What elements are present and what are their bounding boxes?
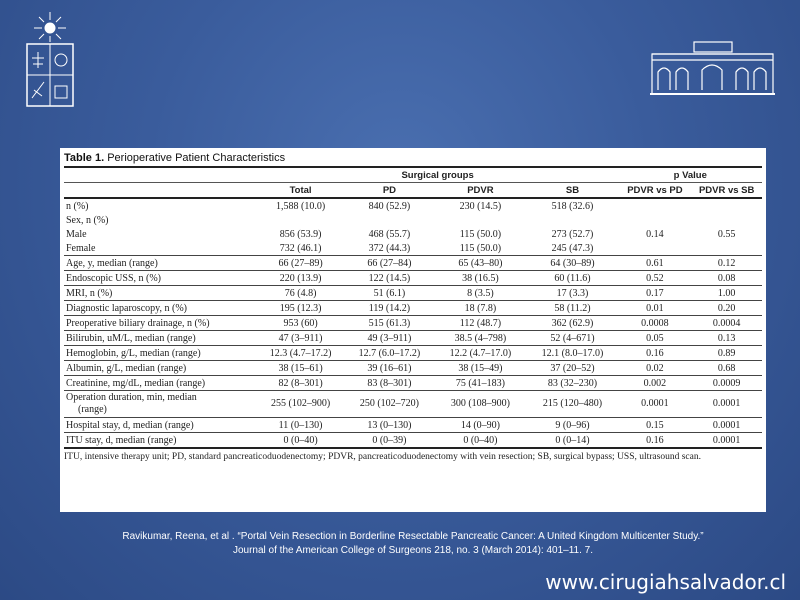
table-cell: 38.5 (4–798) (434, 331, 526, 346)
table-row (64, 316, 762, 331)
table-cell: 245 (47.3) (551, 242, 594, 254)
row-label-text: Hospital stay, d, median (range) (66, 419, 194, 431)
table-cell: 14 (0–90) (434, 418, 526, 433)
table-cell: 0.68 (691, 361, 762, 376)
table-cell: 38 (16.5) (434, 271, 526, 286)
row-label (64, 241, 257, 256)
table-cell: 1.00 (691, 286, 762, 301)
table-cell: 0.89 (691, 346, 762, 361)
table-row (64, 301, 762, 316)
row-label-text: Hemoglobin, g/L, median (range) (66, 347, 201, 359)
table-cell: 372 (44.3) (368, 242, 411, 254)
table-cell: 1,588 (10.0) (275, 200, 326, 212)
table-cell: 0 (0–39) (344, 433, 434, 449)
table-cell: 0.52 (619, 271, 692, 286)
table-cell: 17 (3.3) (526, 286, 618, 301)
row-label (64, 316, 257, 331)
table-row (64, 418, 762, 433)
table-cell: 115 (50.0) (459, 242, 502, 254)
row-label-text: Male (66, 228, 87, 240)
row-label (64, 227, 257, 241)
table-cell: 0.0001 (691, 418, 762, 433)
table-cell: 0.12 (691, 256, 762, 271)
table-cell: 0.0001 (619, 391, 692, 418)
table-row (64, 433, 762, 449)
table-cell: 840 (52.9) (368, 200, 411, 212)
table-cell: 195 (12.3) (257, 301, 345, 316)
table-cell: 0.002 (619, 376, 692, 391)
table-image-panel (60, 148, 766, 512)
table-cell: 12.7 (6.0–17.2) (344, 346, 434, 361)
table-cell (691, 198, 762, 213)
col-header: Total (257, 183, 345, 199)
row-label-text: Female (66, 242, 96, 254)
table-cell (619, 241, 692, 256)
table-cell: 112 (48.7) (434, 316, 526, 331)
table-cell: 220 (13.9) (257, 271, 345, 286)
row-label (64, 271, 257, 286)
table-cell: 518 (32.6) (551, 200, 594, 212)
table-cell: 0.20 (691, 301, 762, 316)
table-cell: 0.61 (619, 256, 692, 271)
table-cell (526, 213, 618, 227)
row-label-text: Diagnostic laparoscopy, n (%) (66, 302, 187, 314)
col-header: PDVR vs SB (691, 183, 762, 199)
row-label (64, 376, 257, 391)
header-row-columns (64, 183, 762, 199)
col-header: PD (344, 183, 434, 199)
table-cell: 0.05 (619, 331, 692, 346)
table-row (64, 198, 762, 213)
table-cell: 0.16 (619, 433, 692, 449)
table-row (64, 286, 762, 301)
row-label-text: Creatinine, mg/dL, median (range) (66, 377, 206, 389)
website-url: www.cirugiahsalvador.cl (545, 570, 786, 594)
col-header: SB (526, 183, 618, 199)
table-cell (691, 241, 762, 256)
table-cell: 75 (41–183) (434, 376, 526, 391)
row-label (64, 198, 257, 213)
citation (60, 530, 766, 558)
hospital-building-icon (650, 40, 775, 96)
row-label (64, 301, 257, 316)
table-cell: 64 (30–89) (526, 256, 618, 271)
table-cell: 0.01 (619, 301, 692, 316)
table-cell: 0.0009 (691, 376, 762, 391)
citation-line-1: Ravikumar, Reena, et al . “Portal Vein Resection in Borderline Resectable Pancreatic Cancer: A United Kingdom Multicenter Study.” (122, 531, 704, 542)
table-cell: 0 (0–14) (526, 433, 618, 449)
table-cell: 52 (4–671) (526, 331, 618, 346)
table-cell: 37 (20–52) (526, 361, 618, 376)
table-cell: 66 (27–84) (344, 256, 434, 271)
table-cell: 82 (8–301) (257, 376, 345, 391)
row-label-text: MRI, n (%) (66, 287, 113, 299)
table-cell (257, 213, 345, 227)
table-cell: 250 (102–720) (344, 391, 434, 418)
table-row (64, 391, 762, 418)
table-cell: 122 (14.5) (344, 271, 434, 286)
table-cell: 0.13 (691, 331, 762, 346)
row-label-text: Bilirubin, uM/L, median (range) (66, 332, 196, 344)
row-label-continuation: (range) (78, 404, 107, 415)
table-cell: 0 (0–40) (257, 433, 345, 449)
table-cell: 953 (60) (257, 316, 345, 331)
table-cell: 468 (55.7) (368, 228, 411, 240)
table-cell: 18 (7.8) (434, 301, 526, 316)
table-cell (619, 213, 692, 227)
surgical-groups-header: Surgical groups (257, 167, 619, 183)
row-label (64, 391, 257, 418)
table-cell: 0.0001 (691, 433, 762, 449)
table-cell: 0.16 (619, 346, 692, 361)
table-row (64, 346, 762, 361)
row-label (64, 286, 257, 301)
table-cell: 58 (11.2) (526, 301, 618, 316)
table-cell: 255 (102–900) (257, 391, 345, 418)
table-cell: 65 (43–80) (434, 256, 526, 271)
table-cell: 76 (4.8) (257, 286, 345, 301)
table-cell: 0.08 (691, 271, 762, 286)
row-label (64, 331, 257, 346)
table-footnote: ITU, intensive therapy unit; PD, standard pancreaticoduodenectomy; PDVR, pancreaticoduodenectomy with vein resection; SB, surgical bypass; USS, ultrasound scan. (64, 452, 701, 462)
table-cell (434, 213, 526, 227)
table-cell: 0.55 (717, 228, 736, 240)
table-caption (64, 151, 762, 166)
table-row (64, 376, 762, 391)
row-label (64, 213, 257, 227)
pvalue-header: p Value (619, 167, 762, 183)
table-cell: 230 (14.5) (459, 200, 502, 212)
table-cell: 8 (3.5) (434, 286, 526, 301)
table-cell: 83 (32–230) (526, 376, 618, 391)
row-label (64, 346, 257, 361)
table-cell: 0.0001 (691, 391, 762, 418)
citation-line-2: Journal of the American College of Surgeons 218, no. 3 (March 2014): 401–11. 7. (232, 545, 594, 556)
header-label-empty (64, 183, 257, 199)
table-cell: 12.2 (4.7–17.0) (434, 346, 526, 361)
row-label-text: n (%) (66, 200, 89, 212)
table-cell: 732 (46.1) (279, 242, 322, 254)
table-cell: 9 (0–96) (526, 418, 618, 433)
table-cell: 0.0004 (691, 316, 762, 331)
table-cell (691, 213, 762, 227)
row-label (64, 361, 257, 376)
row-label-text: Operation duration, min, median (66, 392, 197, 403)
col-header: PDVR vs PD (619, 183, 692, 199)
table-cell: 13 (0–130) (344, 418, 434, 433)
row-label (64, 256, 257, 271)
table-cell: 12.1 (8.0–17.0) (526, 346, 618, 361)
table-cell: 119 (14.2) (344, 301, 434, 316)
table-row (64, 361, 762, 376)
table-row (64, 256, 762, 271)
table-cell: 273 (52.7) (551, 228, 594, 240)
table-number: Table 1. (64, 152, 105, 164)
table-cell: 66 (27–89) (257, 256, 345, 271)
row-label (64, 433, 257, 449)
table-cell: 51 (6.1) (344, 286, 434, 301)
table-cell: 0.0008 (619, 316, 692, 331)
table-cell: 38 (15–61) (257, 361, 345, 376)
table-cell: 12.3 (4.7–17.2) (257, 346, 345, 361)
table-cell: 49 (3–911) (344, 331, 434, 346)
table-cell: 115 (50.0) (459, 228, 502, 240)
col-header: PDVR (434, 183, 526, 199)
row-label-text: Endoscopic USS, n (%) (66, 272, 161, 284)
table-cell: 0.02 (619, 361, 692, 376)
header-row-groups (64, 167, 762, 183)
table-cell: 47 (3–911) (257, 331, 345, 346)
table-cell: 11 (0–130) (257, 418, 345, 433)
table-cell: 60 (11.6) (526, 271, 618, 286)
table-row (64, 241, 762, 256)
table-cell: 856 (53.9) (279, 228, 322, 240)
table-row (64, 331, 762, 346)
table-cell: 83 (8–301) (344, 376, 434, 391)
header-empty (64, 167, 257, 183)
table-cell (619, 198, 692, 213)
table-cell: 0.14 (646, 228, 664, 240)
table-row (64, 227, 762, 241)
table-row (64, 271, 762, 286)
row-label-text: Albumin, g/L, median (range) (66, 362, 187, 374)
university-crest-icon (24, 10, 76, 108)
table-cell: 39 (16–61) (344, 361, 434, 376)
row-label (64, 418, 257, 433)
table-cell: 362 (62.9) (526, 316, 618, 331)
row-label-text: ITU stay, d, median (range) (66, 434, 177, 446)
table-title: Perioperative Patient Characteristics (107, 152, 286, 164)
table-cell (344, 213, 434, 227)
table-cell: 0.17 (619, 286, 692, 301)
characteristics-table (64, 166, 762, 449)
row-label-text: Preoperative biliary drainage, n (%) (66, 317, 210, 329)
table-cell: 0.15 (619, 418, 692, 433)
table-cell: 515 (61.3) (344, 316, 434, 331)
row-label-text: Age, y, median (range) (66, 257, 158, 269)
table-cell: 215 (120–480) (526, 391, 618, 418)
table-cell: 38 (15–49) (434, 361, 526, 376)
row-label-text: Sex, n (%) (66, 214, 109, 226)
table-cell: 300 (108–900) (434, 391, 526, 418)
table-body (64, 198, 762, 448)
table-row (64, 213, 762, 227)
table-cell: 0 (0–40) (434, 433, 526, 449)
